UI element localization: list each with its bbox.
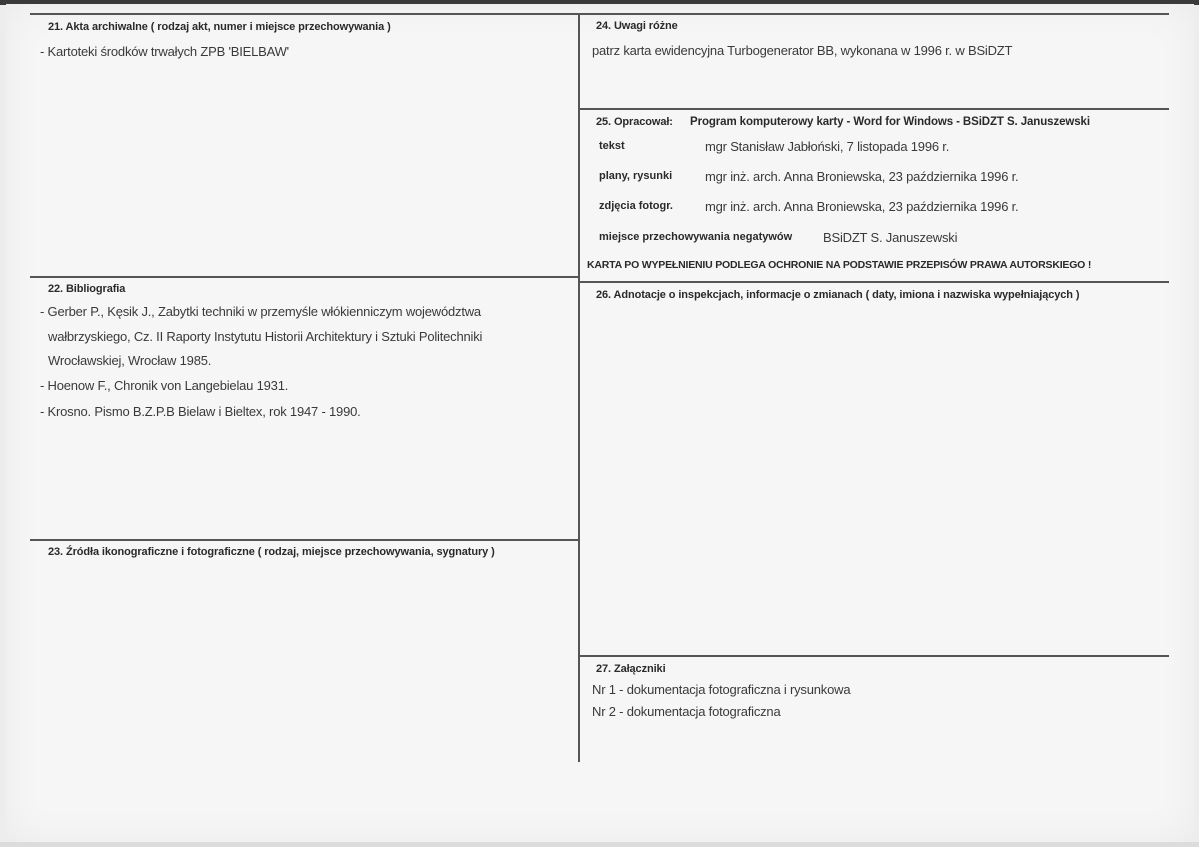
section-22-title: 22. Bibliografia bbox=[48, 283, 126, 295]
bibliography-line: - Krosno. Pismo B.Z.P.B Bielaw i Bieltex, rok 1947 - 1990. bbox=[40, 404, 361, 419]
attachment-item: Nr 2 - dokumentacja fotograficzna bbox=[592, 704, 781, 719]
section-21-item: - Kartoteki środków trwałych ZPB 'BIELBAW' bbox=[40, 44, 289, 59]
section-24-title: 24. Uwagi różne bbox=[596, 20, 678, 32]
rule-26 bbox=[580, 281, 1169, 283]
row-value-plans: mgr inż. arch. Anna Broniewska, 23 października 1996 r. bbox=[705, 169, 1019, 184]
row-label-photos: zdjęcia fotogr. bbox=[599, 200, 673, 212]
attachment-item: Nr 1 - dokumentacja fotograficzna i rysunkowa bbox=[592, 682, 851, 697]
row-label-plans: plany, rysunki bbox=[599, 170, 673, 182]
bibliography-line: - Gerber P., Kęsik J., Zabytki techniki w przemyśle włókienniczym województwa bbox=[40, 304, 481, 319]
section-25-program: Program komputerowy karty - Word for Windows - BSiDZT S. Januszewski bbox=[690, 116, 1090, 128]
bibliography-line: wałbrzyskiego, Cz. II Raporty Instytutu Historii Architektury i Sztuki Politechniki bbox=[48, 329, 483, 344]
top-rule-left bbox=[30, 13, 580, 15]
section-25-title: 25. Opracował: bbox=[596, 116, 673, 128]
bibliography-line: - Hoenow F., Chronik von Langebielau 1931. bbox=[40, 378, 289, 393]
negatives-label: miejsce przechowywania negatywów bbox=[599, 231, 793, 243]
center-divider bbox=[578, 13, 580, 762]
top-rule-right bbox=[580, 13, 1169, 15]
rule-23 bbox=[30, 539, 580, 541]
section-26-title: 26. Adnotacje o inspekcjach, informacje o zmianach ( daty, imiona i nazwiska wypełniających ) bbox=[596, 289, 1080, 301]
section-27-title: 27. Załączniki bbox=[596, 663, 666, 675]
rule-27 bbox=[580, 655, 1169, 657]
row-label-text: tekst bbox=[599, 140, 625, 152]
scan-bottom-edge bbox=[0, 842, 1199, 847]
section-24-text: patrz karta ewidencyjna Turbogenerator BB, wykonana w 1996 r. w BSiDZT bbox=[592, 43, 1013, 58]
copyright-notice: KARTA PO WYPEŁNIENIU PODLEGA OCHRONIE NA PODSTAWIE PRZEPISÓW PRAWA AUTORSKIEGO ! bbox=[587, 259, 1092, 271]
section-21-title: 21. Akta archiwalne ( rodzaj akt, numer i miejsce przechowywania ) bbox=[48, 21, 391, 33]
row-value-photos: mgr inż. arch. Anna Broniewska, 23 października 1996 r. bbox=[705, 199, 1019, 214]
bibliography-line: Wrocławskiej, Wrocław 1985. bbox=[48, 353, 212, 368]
rule-22 bbox=[30, 276, 580, 278]
rule-25 bbox=[580, 108, 1169, 110]
row-value-text: mgr Stanisław Jabłoński, 7 listopada 1996 r. bbox=[705, 139, 950, 154]
negatives-value: BSiDZT S. Januszewski bbox=[823, 230, 958, 245]
section-23-title: 23. Źródła ikonograficzne i fotograficzne ( rodzaj, miejsce przechowywania, sygnatury ) bbox=[48, 546, 495, 558]
